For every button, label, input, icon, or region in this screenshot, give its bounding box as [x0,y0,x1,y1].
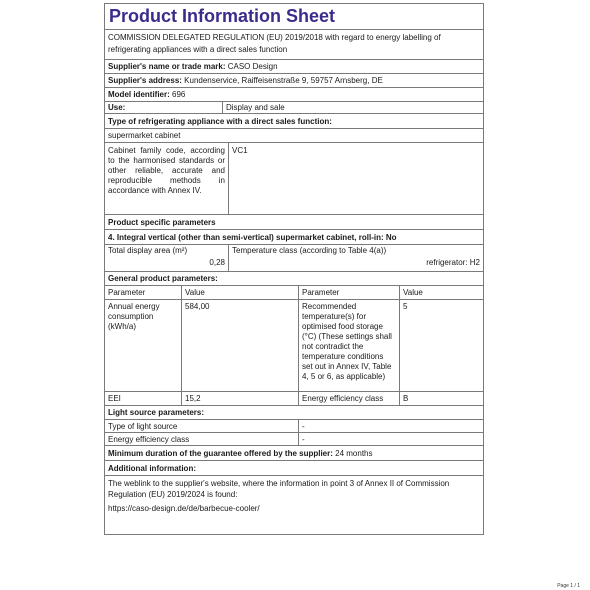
supplier-address-row [105,74,483,88]
guarantee-value: 24 months [335,449,373,458]
model-identifier-row [105,88,483,102]
product-specific-heading: Product specific parameters [105,215,483,230]
table-cell: Recommended temperature(s) for optimised food storage (°C) (These settings shall not contradict the temperature conditions set out in Annex IV, Table 4, 5 or 6, as applicable) [298,300,399,392]
appliance-type-heading: Type of refrigerating appliance with a direct sales function: [105,114,483,129]
weblink-section [105,476,483,516]
use-label: Use: [108,103,126,112]
table-cell: - [298,433,483,446]
weblink-url[interactable]: https://caso-design.de/de/barbecue-cooler/ [108,504,260,513]
product-information-sheet [104,3,484,535]
table-header: Value [399,286,483,300]
regulation-intro: COMMISSION DELEGATED REGULATION (EU) 2019/2018 with regard to energy labelling of refrigerating appliances with a direct sales function [105,30,483,60]
supplier-name-value: CASO Design [227,62,278,71]
table-cell: Annual energy consumption (kWh/a) [105,300,181,392]
table-cell: Energy efficiency class [105,433,298,446]
integral-vertical-heading: 4. Integral vertical (other than semi-vertical) supermarket cabinet, roll-in: No [105,230,483,245]
table-cell: - [298,420,483,433]
supplier-address-label: Supplier's address: [108,76,182,85]
general-parameters-table [105,286,483,406]
table-header: Value [181,286,298,300]
light-source-table [105,420,483,446]
display-area-cell [105,245,228,271]
supplier-name-row [105,60,483,74]
table-cell: 5 [399,300,483,392]
page-title: Product Information Sheet [105,4,483,30]
temperature-class-label: Temperature class (according to Table 4(a)) [232,246,387,255]
model-identifier-value: 696 [172,90,186,99]
table-header: Parameter [105,286,181,300]
use-row [105,102,483,114]
additional-info-heading: Additional information: [105,461,483,476]
table-cell: 584,00 [181,300,298,392]
table-cell: EEI [105,392,181,406]
appliance-type-value: supermarket cabinet [105,129,483,143]
table-header: Parameter [298,286,399,300]
display-area-value: 0,28 [209,258,225,267]
use-value: Display and sale [222,102,483,113]
guarantee-label: Minimum duration of the guarantee offered by the supplier: [108,449,333,458]
general-parameters-heading: General product parameters: [105,272,483,286]
display-area-label: Total display area (m²) [108,246,188,255]
table-cell: Type of light source [105,420,298,433]
table-cell: Energy efficiency class [298,392,399,406]
display-area-row [105,245,483,272]
table-cell: B [399,392,483,406]
light-source-heading: Light source parameters: [105,406,483,420]
weblink-text: The weblink to the supplier's website, where the information in point 3 of Annex II of Commission Regulation (EU) 2019/2024 is found: [108,479,450,499]
cabinet-family-row [105,143,483,215]
supplier-address-value: Kundenservice, Raiffeisenstraße 9, 59757 Arnsberg, DE [184,76,383,85]
cabinet-family-value: VC1 [228,143,483,214]
supplier-name-label: Supplier's name or trade mark: [108,62,226,71]
table-cell: 15,2 [181,392,298,406]
page-number: Page 1 / 1 [557,583,580,589]
model-identifier-label: Model identifier: [108,90,170,99]
temperature-class-cell [228,245,483,271]
cabinet-family-label: Cabinet family code, according to the harmonised standards or other reliable, accurate and reproducible methods in accordance with Annex IV. [108,146,225,195]
guarantee-row [105,446,483,461]
temperature-class-value: refrigerator: H2 [426,258,480,267]
